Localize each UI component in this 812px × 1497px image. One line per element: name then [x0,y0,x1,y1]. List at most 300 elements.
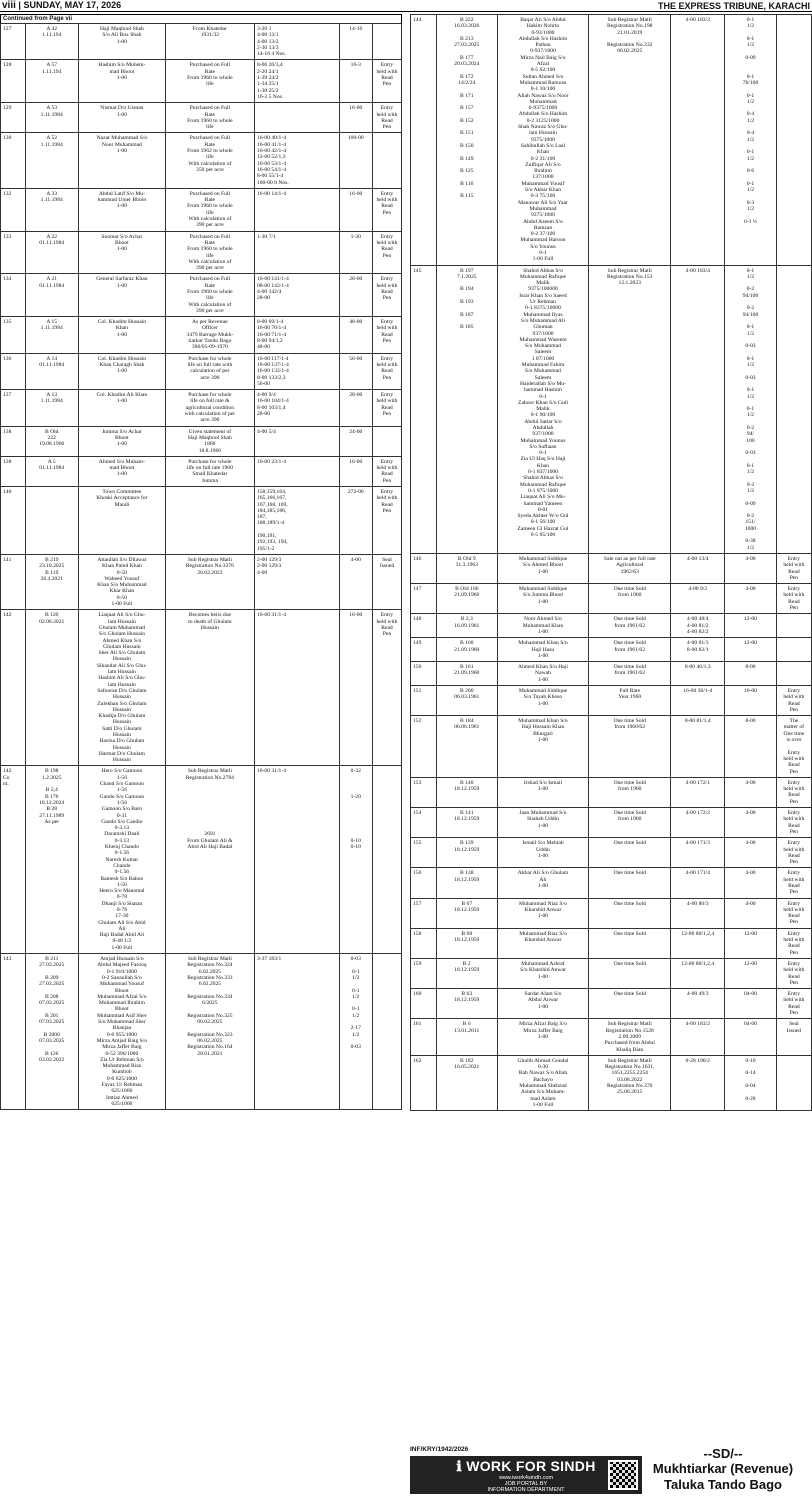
entry-reference-cell: B 222 16.03.2026 B 213 27.03.2025 B 177 20.03.2024 B 172 14/2/24 B 171 B 157 B 152 B 151 B 150 B 149 B 125 B 116 B 115 [436,15,497,266]
total-area-cell: 12-00 [725,928,777,958]
owner-names-cell: Muhammad Ashraf S/o Kharshid Anwar 1-00 [497,958,588,988]
newspaper-name: THE EXPRESS TRIBUNE, KARACHI [657,0,810,11]
entry-number-cell: 146 [411,553,437,583]
remarks-cell: Entry held with Read Pen [372,610,401,766]
entry-reference-cell: B 6 13.01.2011 [436,1019,497,1055]
acquisition-mode-cell: One time Sold [589,838,671,868]
table-row [1,188,402,231]
owner-names-cell: Ghulib Ahmad Gondal 0-30 Rab Nawaz S/o Allah Bachayo Muhammad Shehzad Aslam S/o Muham- mad Aslam 1-00 Full [497,1055,588,1110]
owner-names-cell: Sardar Alam S/o Abdul Anwar 1-00 [497,989,588,1019]
owner-names-cell: Hashim S/o Muhem- mad Bhoot 1-00 [78,60,165,103]
acquisition-mode-cell: As per Revenue Officer 3479 Barrage Mukh- tiarkar Tando Bago 390/05-09-1970 [165,317,254,353]
remarks-cell: Entry held with Read Pen [372,188,401,231]
total-area-cell: 4-00 [725,898,777,928]
owner-names-cell: Amjad Hussain S/o Abdul Majeed Farooq 0-1 910/1000 0-2 Sanaullah S/o Muhammad Yousuf Bhoot Muhammad Afzal S/o Muhammad Ibrahim Bhoot Muhammad Asif Sher S/o Muhammad Sher Bhanjaa 0-0 955/1000 Mirza Amjad Baig S/o Mirza Jaffer Baig 0-52 396/1000 Zia Ur Rehman S/o Muhammad Riaz Kumboh 0-0 625/1000 Fayaz Ur Rehman 625/1000 Imtiaz Ahmed 625/1000 [78,954,165,1110]
entry-number-cell: 130 [1,133,26,188]
acquisition-mode-cell: Purchase for whole life on full rate with calculation of per acre 390 [165,353,254,389]
acquisition-mode-cell: From Khatedar 1931/32 [165,24,254,60]
survey-area-cell: 16-00 40/1-4 16-00 41/1-4 16-00 42/1-4 12-00 52/1,3 16-00 53/1-4 16-00 54/1-4 8-00 55/1-4 100-00 8 Nos. [254,133,339,188]
total-area-cell: 28-00 [339,274,372,317]
table-row [411,898,812,928]
acquisition-mode-cell: Sale out as per full rate Agricultural 1962/63 [589,553,671,583]
remarks-cell: Entry held with Read Pen [372,274,401,317]
table-row [411,808,812,838]
survey-area-cell: 4-00 9/2 [671,584,725,614]
left-table-body [1,24,402,1110]
survey-area-cell: 4-00 49/3 [671,989,725,1019]
acquisition-mode-cell: Given statement of Haji Maqbool Shah 1860 18.8.1966 [165,426,254,456]
right-register-table [410,14,812,1111]
acquisition-mode-cell: Purchased on Full Rate From 1960 to whole life With calculation of 390 per acre [165,188,254,231]
remarks-cell [372,426,401,456]
entry-number-cell: 128 [1,60,26,103]
masthead-left: viii | SUNDAY, MAY 17, 2026 [2,0,122,11]
survey-area-cell: 4-00 13/4 [671,553,725,583]
survey-area-cell: 12-00 80/1,2,4 [671,958,725,988]
table-row [411,1019,812,1055]
entry-number-cell: 150 [411,662,437,686]
survey-area-cell: 4-00 183/2 [671,1019,725,1055]
remarks-cell: Entry held with Read Pen [372,60,401,103]
ad-logo-icon: ℹ [456,1457,467,1474]
right-column [410,14,812,1111]
total-area-cell: 4-00 [725,584,777,614]
entry-reference-cell: B 2 18.12.1959 [436,958,497,988]
entry-number-cell: 149 [411,638,437,662]
entry-number-cell: 138 [1,456,26,486]
owner-names-cell: Muhammad Siddique S/o Jumma Bhoot 1-00 [497,584,588,614]
entry-number-cell: 162 [411,1055,437,1110]
entry-reference-cell: B 161 21.09.1960 [436,662,497,686]
remarks-cell [776,662,811,686]
entry-number-cell: 140 [1,487,26,555]
table-row [411,265,812,553]
acquisition-mode-cell [165,487,254,555]
total-area-cell: 12-00 [725,958,777,988]
entry-reference-cell: B Old 222 19.08.1966 [25,426,78,456]
total-area-cell: 16-00 [339,103,372,133]
acquisition-mode-cell: One time Sold [589,989,671,1019]
owner-names-cell: Baqar Ali S/o Abdul Hakim Nohrto 0-93/1000 Abdullah S/o Hashim Pathan 0-937/1000 Mirza Nail Baig S/o Afzal 0-5 62/100 Sultan Ahmed S/o Muhammad Ramzan 0-1 10/100 Allah Nawaz S/o Noor Muhammad 0-9375/1000 Abdullah S/o Hashim 0-2 3125/1000 Shah Nawaz S/o Ghu- lam Hussain 9375/1000 Sahibullah S/o Laal Khan 0-2 31/100 Zulfiqar Ali S/o Ibrahim 137/1000 Muhammad Yousif S/o Akbar Khan 0-3 75/100 Manawar Ali S/o Yaar Muhammad 9375/1000 Abdul Azeem S/o Ramzan 0-2 37/100 Muhammad Haroon S/o Younus 0-1 1-00 Full [497,15,588,266]
owner-names-cell: Muhammad Khan S/o Haji Hussain Khan Bhurgari 1-00 [497,716,588,778]
acquisition-mode-cell: One time Sold [589,868,671,898]
table-row [411,553,812,583]
survey-area-cell: 16-00 23/1-4 [254,456,339,486]
acquisition-mode-cell: Sub Registrar Matli Registration No.3376 26.02.2023 [165,554,254,609]
owner-names-cell: Ismail S/o Mehtab Uddin 1-00 [497,838,588,868]
total-area-cell: 12-00 [725,614,777,638]
acquisition-mode-cell: One time Sold from 1961/62 [589,614,671,638]
table-row [411,958,812,988]
acquisition-mode-cell: Purchased on Full Rate From 1960 to whole life With calculation of 390 per acre [165,274,254,317]
survey-area-cell: 8-00 81/1,4 [671,716,725,778]
table-row [411,15,812,266]
total-area-cell: 4-00 [725,553,777,583]
entry-reference-cell: A 14 01.11.1984 [25,353,78,389]
office-name: Taluka Tando Bago [664,1477,782,1492]
entry-number-cell: 132 [1,188,26,231]
entry-number-cell: 143 [1,954,26,1110]
owner-names-cell: Ahmed Khan S/o Haji Nawab 1-00 [497,662,588,686]
total-area-cell: 0-1 1/2 0-1 1/2 0-09 0-1 76/100 0-1 1/2 0-4 1/2 0-4 1/2 0-1 1/2 0-6 0-1 1/2 0-3 1/2 0-1 ½ [725,15,777,266]
survey-area-cell: 4-00 171/3 [671,838,725,868]
survey-area-cell: 0-28 196/2 [671,1055,725,1110]
acquisition-mode-cell: Sub Registrar Matli Registration No.198 21.01.2019 Registration No.332 06.02.2025 [589,15,671,266]
remarks-cell: Entry held with Read Pen [372,487,401,555]
remarks-cell: Seal Issued [372,554,401,609]
total-area-cell: 272-00 [339,487,372,555]
entry-reference-cell: B 2,3 16.09.1961 [436,614,497,638]
entry-number-cell: 142 Co nt. [1,766,26,954]
total-area-cell: 0-1 1/2 0-2 94/100 0-2 94/100 0-1 1/2 0-03 0-1 1/2 0-03 0-1 1/2 0-1 1/2 0-2 94/ 100 0-03 0-1 1/2 0-2 1/2 0-09 0-2 151/ 1000 0-38 1/2 [725,265,777,553]
remarks-cell: Entry held with Read Pen [372,231,401,274]
remarks-cell: Entry held with Read Pen [776,838,811,868]
survey-area-cell: 16-00 14/1-4 [254,188,339,231]
entry-number-cell: 144 [411,15,437,266]
remarks-cell [776,614,811,638]
survey-area-cell: 16-00 141/1-4 08-00 142/1-4 4-00 142/4 28-00 [254,274,339,317]
total-area-cell: 0-10 0-14 0-04 0-28 [725,1055,777,1110]
acquisition-mode-cell: Sub Registrar Matli Registration No.2784 2691 From Ghulam Ali & Abid Ali Haji Badal [165,766,254,954]
entry-reference-cell: B 140 18.12.1959 [436,777,497,807]
total-area-cell: 8-00 [725,662,777,686]
owner-names-cell: Jaan Muhammad S/o Shahab Uddin 1-00 [497,808,588,838]
remarks-cell: Entry held with Read Pen [776,928,811,958]
total-area-cell: 4-00 [725,868,777,898]
table-row [1,231,402,274]
ad-line-1: JOB PORTAL BY [504,1480,548,1487]
ad-url: www.iwork4sindh.com [498,1474,554,1481]
entry-number-cell: 154 [411,808,437,838]
acquisition-mode-cell: One time Sold from 1960 [589,777,671,807]
acquisition-mode-cell: One time Sold from 1961/62 [589,638,671,662]
survey-area-cell: 4-00 171/4 [671,868,725,898]
survey-area-cell: 3-37 183/1 [254,954,339,1110]
entry-reference-cell: B 182 16.05.2021 [436,1055,497,1110]
total-area-cell: 12-00 [725,638,777,662]
acquisition-mode-cell: Full Rate Year 1960 [589,685,671,715]
acquisition-mode-cell: Sub Registrar Matli Registration No.153 12.1.2023 [589,265,671,553]
remarks-cell: Entry held with Read Pen [776,989,811,1019]
survey-area-cell: 8-00 20/3,4 2-20 24/1 1-39 24/2 1-34 25/1 1-30 25/2 16-3 5 Nos. [254,60,339,103]
left-register-table [0,23,402,1110]
entry-reference-cell: A 57 1.11.194 [25,60,78,103]
total-area-cell: 16-3 [339,60,372,103]
survey-area-cell: 16-00 36/1-4 [671,685,725,715]
officer-title: Mukhtiarkar (Revenue) [652,1461,794,1476]
total-area-cell: 0-32 1-20 0-10 0-10 [339,766,372,954]
entry-reference-cell: A 52 1.11.1984 [25,133,78,188]
owner-names-cell: Nazar Muhammad S/o Noor Muhammad 1-00 [78,133,165,188]
entry-reference-cell: B 200 06.03.1961 [436,685,497,715]
entry-number-cell: 127 [1,24,26,60]
entry-reference-cell: B Old 166 21.09.1960 [436,584,497,614]
acquisition-mode-cell: Purchased on Full Rate From 1960 to whole life [165,103,254,133]
table-row [411,685,812,715]
survey-area-cell: 4-00 172/2 [671,808,725,838]
entry-reference-cell [25,487,78,555]
total-area-cell: 100-00 [339,133,372,188]
right-table-body [411,15,812,1111]
entry-reference-cell: A 15 1.11.1984 [25,317,78,353]
total-area-cell: 14-16 [339,24,372,60]
table-row [1,317,402,353]
entry-number-cell: 158 [411,928,437,958]
total-area-cell: 4-00 [725,808,777,838]
remarks-cell [776,1055,811,1110]
survey-area-cell: 4-00 172/1 [671,777,725,807]
survey-area-cell: 1-30 7/1 [254,231,339,274]
entry-reference-cell: B 67 18.12.1959 [436,898,497,928]
entry-reference-cell: B 138 18.12.1959 [436,868,497,898]
remarks-cell: Seal Issued [776,1019,811,1055]
qr-code-icon [608,1460,638,1490]
table-row [1,456,402,486]
entry-number-cell: 129 [1,103,26,133]
total-area-cell: 56-00 [339,353,372,389]
entry-number-cell: 156 [411,868,437,898]
acquisition-mode-cell: One time Sold from 1960 [589,584,671,614]
remarks-cell: Entry held with Read Pen [776,584,811,614]
table-row [1,103,402,133]
entry-reference-cell: B 141 18.12.1959 [436,808,497,838]
entry-number-cell: 151 [411,685,437,715]
entry-reference-cell: B 197 7.1.2025 B 194 B 193 B 187 B 185 [436,265,497,553]
entry-number-cell: 155 [411,838,437,868]
entry-number-cell: 157 [411,898,437,928]
owner-names-cell: Col. Khadim Hussain Khan 1-00 [78,317,165,353]
total-area-cell: 8-00 [725,716,777,778]
survey-area-cell: 16-00 31/1-4 [254,766,339,954]
acquisition-mode-cell: Purchase for whole life on full rate 1960 Small Khatedar Jumma [165,456,254,486]
remarks-cell: Entry held with Read Pen [372,390,401,426]
owner-names-cell: Muhammad Riaz S/o Kharshid Anwar [497,928,588,958]
signature-block [638,1446,808,1493]
entry-number-cell: 159 [411,958,437,988]
total-area-cell: 4-00 [725,838,777,868]
entry-number-cell: 147 [411,584,437,614]
survey-area-cell: 16-00 31/1-4 [254,610,339,766]
survey-area-cell: 4-00 48/4 4-00 81/2 4-00 82/2 [671,614,725,638]
remarks-cell: Entry held with Read Pen [776,553,811,583]
entry-reference-cell: A 53 1.11.1984 [25,103,78,133]
table-row [411,614,812,638]
entry-reference-cell: B 219 23.10.2025 B 119 26.4.2021 [25,554,78,609]
acquisition-mode-cell: Purchased on Full Rate From 1960 to whole life [165,60,254,103]
entry-reference-cell: A 21 01.11.1984 [25,274,78,317]
entry-number-cell: 141 [1,554,26,609]
total-area-cell: 4-00 [339,554,372,609]
survey-area-cell: 3-20 1 4-00 13/1 4-00 13/2 2-36 13/3 14-16 4 Nos. [254,24,339,60]
entry-number-cell: 136 [1,353,26,389]
entry-reference-cell: B 184 06.06.1961 [436,716,497,778]
table-row [1,487,402,555]
entry-reference-cell: B 198 1.2.2025 B 2,4 B 176 18.12.2024 B 28 27.11.1989 As per [25,766,78,954]
entry-reference-cell: B 139 18.12.1959 [436,838,497,868]
owner-names-cell: Mirza Afzal Baig S/o Mirza Jaffer Baig 1-00 [497,1019,588,1055]
survey-area-cell: 12-00 80/1,2,4 [671,928,725,958]
owner-names-cell: Akbar Ali S/o Ghulam Ali 1-00 [497,868,588,898]
acquisition-mode-cell: One time Sold [589,898,671,928]
owner-names-cell: Irshad S/o Ismail 1-00 [497,777,588,807]
total-area-cell: 04-00 [725,1019,777,1055]
total-area-cell: 04-00 [725,989,777,1019]
owner-names-cell: Abdul Latif S/o Mu- hammad Umer Bhoot 1-00 [78,188,165,231]
entry-number-cell: 142 [1,610,26,766]
ad-line-2: INFORMATION DEPARTMENT [487,1486,565,1493]
table-row [1,426,402,456]
entry-number-cell: 161 [411,1019,437,1055]
entry-reference-cell: B 211 27.03.2025 B 209 27.03.2025 B 208 07.03.2025 B 201 07.03.2025 B 2000 07.03.2025 B 126 03.03.2022 [25,954,78,1110]
notice-footer [410,1446,812,1496]
acquisition-mode-cell: Purchased on Full Rate From 1960 to whole life With calculation of 390 per acre [165,231,254,274]
total-area-cell: 0-03 0-1 1/2 0-1 1/2 0-1 1/2 2-17 1/2 0-03 [339,954,372,1110]
remarks-cell: Entry held with Read Pen [776,868,811,898]
work-for-sindh-ad [410,1456,642,1494]
owner-names-cell: Muhammad Siddique S/o Tayab Khoso 1-00 [497,685,588,715]
entry-number-cell: 145 [411,265,437,553]
table-row [411,928,812,958]
entry-number-cell: 152 [411,716,437,778]
remarks-cell: Entry held with Read Pen [372,103,401,133]
total-area-cell: 16-00 [339,610,372,766]
survey-area-cell: 4-00 80/3 [671,898,725,928]
table-row [1,390,402,426]
table-row [1,133,402,188]
entry-number-cell: 160 [411,989,437,1019]
owner-names-cell: Ahmed S/o Muham- mad Bhoot 1-00 [78,456,165,486]
table-row [1,766,402,954]
survey-area-cell: 16-00 117/1-4 16-00 137/1-4 16-00 132/1-4 8-00 133/2,3 56-00 [254,353,339,389]
acquisition-mode-cell: One time Sold from 1960/62 [589,716,671,778]
entry-reference-cell: A 22 01.11.1984 [25,231,78,274]
table-row [411,989,812,1019]
entry-number-cell: 135 [1,317,26,353]
total-area-cell: 16-00 [339,188,372,231]
remarks-cell [372,133,401,188]
survey-area-cell: 4-00 183/3 [671,15,725,266]
survey-area-cell: 4-00 81/3 8-00 82/1 [671,638,725,662]
table-row [411,638,812,662]
survey-area-cell: 158,159,164, 165,166,167, 167,168, 169, 184,185,186, 187, 188,189/1-4 190,191, 192,193, 194, 195/1-2 [254,487,339,555]
acquisition-mode-cell: One time Sold [589,958,671,988]
owner-names-cell: Col. Khadim Ali Khan 1-00 [78,390,165,426]
entry-number-cell: 134 [1,274,26,317]
remarks-cell [372,954,401,1110]
owner-names-cell: Soomar S/o Achar Bhoot 1-00 [78,231,165,274]
entry-reference-cell: A 33 1.11.1984 [25,188,78,231]
masthead [0,0,812,12]
entry-reference-cell: B 120 02.06.2021 [25,610,78,766]
survey-area-cell: 4-00 183/4 [671,265,725,553]
owner-names-cell: Hero S/o Gamoon 1-56 Chand S/o Gamoon 1-56 Gando S/o Gamoon 1-56 Gamoon S/o Baro 0-31 Gando S/o Candio 0-3.13 Daramshi Daali 0-3.13 Kheraj Chando 0-1.56 Naresh Kumar Chando 0-1.56 Ramesh S/o Baboo 1-56 Heero S/o Manomal 0-78 Dhanji S/o Shatan 0-78 17-30 Ghulam Ali S/o Abid Ali Haji Badal Abid Ali 0-48 1/2 1-00 Full [78,766,165,954]
total-area-cell: 28-00 [339,390,372,426]
acquisition-mode-cell: Sub Registrar Matli Registration No.1528 2.09.2009 Purchased from Abdul Khaliq Bian [589,1019,671,1055]
table-row [1,60,402,103]
entry-reference-cell: A 42 1.11.194 [25,24,78,60]
entry-number-cell: 137 [1,390,26,426]
acquisition-mode-cell: One time Sold [589,928,671,958]
owner-names-cell: Nismat D/o Usman 1-00 [78,103,165,133]
table-row [1,24,402,60]
remarks-cell [372,24,401,60]
table-row [1,274,402,317]
remarks-cell: Entry held with Read Pen [776,808,811,838]
left-column [0,14,402,1110]
total-area-cell: 16-00 [339,456,372,486]
remarks-cell [776,638,811,662]
continued-label: Continued from Page vii [0,14,402,23]
remarks-cell: Entry held with Read Pen [372,317,401,353]
remarks-cell: Entry held with Read Pen [776,685,811,715]
table-row [411,777,812,807]
acquisition-mode-cell: Sub Registrar Matli Registration No.324 6.02.2025 Registration No.333 6.02.2025 Registration No.334 6/2025 Registration No.325 06.02.2025 Registration No.323 06.02.2025 Registration No.164 28.01.2021 [165,954,254,1110]
acquisition-mode-cell: One time Sold from 1961/62 [589,662,671,686]
entry-reference-cell: A 13 1.11.1984 [25,390,78,426]
ad-title: ℹ WORK FOR SINDH [456,1457,596,1474]
page-number: viii [2,0,16,11]
remarks-cell: Entry held with Read Pen [776,958,811,988]
table-row [411,1055,812,1110]
remarks-cell: Entry held with Read Pen [776,898,811,928]
owner-names-cell: Shahid Abbas S/o Muhammad Rafique Malik 9375/100000 Israr Khan S/o Saeed Ur Rehman 0-1 8375/10000 Muhammad Ilyas S/o Muhammad Ali Ghuman 937/1000 Muhammad Waseem S/o Muhammad Saleem 1 87/1000 Muhammad Fahim S/o Muhammad Saleem Haiderallah S/o Mu- hammad Hashim 0-1 Zahoor Khan S/o Gull Malik 0-1 90/100 Abdul Sattar S/o Abdullah 937/1000 Muhammad Younus S/o Sufhaan 0-1 Zia Ul Haq S/o Haji Khan 0-1 837/1000 Shahid Abbas S/o Muhammad Rafique 0-1 875/1000 Liaquat Ali S/o Mu- hammad Yameen 0-01 Syeda Akhter W/o Gul 0-1 56/100 Zameen Gl Hazrat Gul 0-5 65/100 [497,265,588,553]
acquisition-mode-cell: Purchase for whole life on full rate & agricultural condition with calculation of per acre 390 [165,390,254,426]
table-row [411,838,812,868]
owner-names-cell: Muhammad Siddique S/o Ahmed Bhoot 1-00 [497,553,588,583]
remarks-cell: Entry held with Read Pen [776,777,811,807]
entry-number-cell: 148 [411,614,437,638]
reference-number: INF/KRY/1942/2026 [410,1446,469,1453]
table-row [411,716,812,778]
entry-number-cell: 153 [411,777,437,807]
total-area-cell: 16-00 [725,685,777,715]
acquisition-mode-cell: One time Sold from 1960 [589,808,671,838]
survey-area-cell [254,103,339,133]
survey-area-cell: 8-00 69/1-4 16-00 70/1-4 16-00 71/1-4 8-00 94/1,2 48-00 [254,317,339,353]
owner-names-cell: Haji Maqbool Shah S/o Ali Bux Shah 1-00 [78,24,165,60]
owner-names-cell: Attaullah S/o Dilawar Khan Paind Khan 0-50 Waheed Yousuf Khan S/o Muhammad Khar Khan 0-50 1-00 Full [78,554,165,609]
survey-area-cell: 8-00 46/1,3 [671,662,725,686]
total-area-cell: 1-30 [339,231,372,274]
total-area-cell: 48-00 [339,317,372,353]
entry-reference-cell: B 68 18.12.1959 [436,928,497,958]
remarks-cell: Entry held with Read Pen [372,353,401,389]
remarks-cell [776,15,811,266]
acquisition-mode-cell: Becomes heirs due to death of Ghulam Hussain [165,610,254,766]
signed-mark: --SD/-- [703,1446,743,1461]
survey-area-cell: 4-00 9/4 16-00 104/1-4 8-00 103/1,4 28-00 [254,390,339,426]
entry-reference-cell: B Old 9 31.3.1963 [436,553,497,583]
table-row [1,554,402,609]
entry-reference-cell: A 5 01.11.1984 [25,456,78,486]
total-area-cell: 24-00 [339,426,372,456]
entry-reference-cell: B 160 21.09.1960 [436,638,497,662]
acquisition-mode-cell: Purchased on Full Rate From 1962 to whole life With calculation of 350 per acre [165,133,254,188]
owner-names-cell: Liaquat Ali S/o Ghu- lam Hussain Ghulam Muhammad S/o Ghulam Hussain Ahmed Khan S/o Ghulam Hussain Sher Ali S/o Ghulam Hussain Sikandar Ali S/o Ghu- lam Hussain Hashim Ali S/o Ghu- lam Hussain Safooran D/o Ghulam Hussain Zulekhan S/o Ghulam Hussain Khadija D/o Ghulam Hussain Satti D/o Ghulam Hussain Hasina D/o Ghulam Hussain Harmat D/o Ghulam Hussain [78,610,165,766]
owner-names-cell: Town Committee Khoski Acceptance for Mandi [78,487,165,555]
entry-number-cell: 133 [1,231,26,274]
entry-reference-cell: B 63 18.12.1959 [436,989,497,1019]
owner-names-cell: Noor Ahmed S/o Muhammad Khan 1-00 [497,614,588,638]
table-row [1,353,402,389]
remarks-cell: The matter of One time is over Entry held with Read Pen [776,716,811,778]
table-row [411,584,812,614]
owner-names-cell: General Sarfaraz Khan 1-00 [78,274,165,317]
acquisition-mode-cell: Sub Registrar Matli Registration No.1631, 1651,2255,2254 03.08.2022 Registration No.370 25.06.2015 [589,1055,671,1110]
survey-area-cell: 2-00 129/3 2-00 129/3 4-00 [254,554,339,609]
owner-names-cell: Muhammad Niaz S/o Kharshid Anwar 1-00 [497,898,588,928]
table-row [1,610,402,766]
